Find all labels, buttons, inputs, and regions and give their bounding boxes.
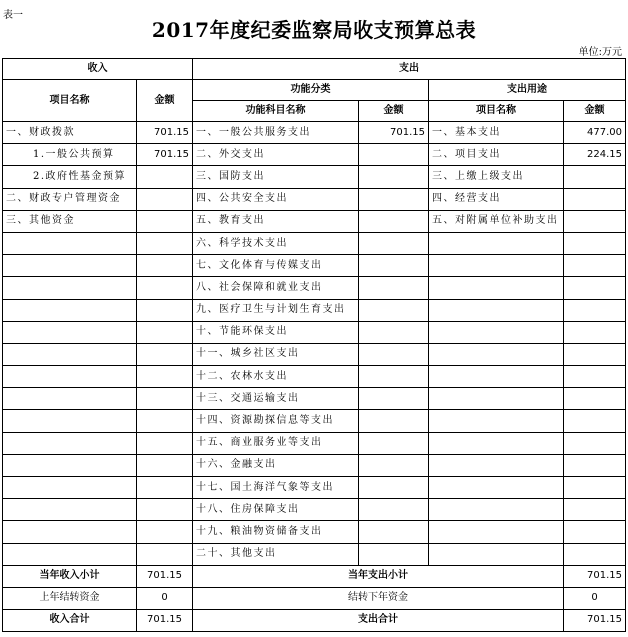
purpose-item-amount xyxy=(564,299,626,321)
income-item-name: 1.一般公共预算 xyxy=(3,144,137,166)
purpose-item-name xyxy=(429,232,564,254)
income-item-amount xyxy=(137,388,193,410)
purpose-item-amount xyxy=(564,477,626,499)
purpose-item-name xyxy=(429,477,564,499)
purpose-item-amount xyxy=(564,388,626,410)
purpose-item-amount xyxy=(564,166,626,188)
func-item-amount xyxy=(359,432,429,454)
income-item-amount xyxy=(137,521,193,543)
income-item-amount xyxy=(137,477,193,499)
income-item-name xyxy=(3,521,137,543)
income-amount-header: 金额 xyxy=(137,80,193,122)
purpose-item-name: 四、经营支出 xyxy=(429,188,564,210)
income-item-amount xyxy=(137,432,193,454)
total-row xyxy=(3,609,626,631)
purpose-item-name xyxy=(429,543,564,565)
table-row xyxy=(3,521,626,543)
purpose-item-name xyxy=(429,388,564,410)
purpose-item-amount xyxy=(564,410,626,432)
purpose-item-amount xyxy=(564,543,626,565)
income-total-label: 收入合计 xyxy=(3,609,137,631)
expense-subtotal-label: 当年支出小计 xyxy=(193,565,564,587)
func-item-name: 十五、商业服务业等支出 xyxy=(193,432,359,454)
income-item-amount xyxy=(137,499,193,521)
table-row xyxy=(3,543,626,565)
prior-balance-value: 0 xyxy=(137,587,193,609)
purpose-item-name xyxy=(429,432,564,454)
purpose-item-name xyxy=(429,343,564,365)
purpose-amount-header: 金额 xyxy=(564,101,626,122)
income-item-amount xyxy=(137,255,193,277)
purpose-item-name xyxy=(429,321,564,343)
purpose-item-amount xyxy=(564,432,626,454)
table-row xyxy=(3,232,626,254)
purpose-item-name: 五、对附属单位补助支出 xyxy=(429,210,564,232)
func-item-amount xyxy=(359,144,429,166)
table-row xyxy=(3,499,626,521)
table-row xyxy=(3,166,626,188)
func-item-amount xyxy=(359,388,429,410)
table-row xyxy=(3,388,626,410)
expense-total-value: 701.15 xyxy=(564,609,626,631)
income-item-name xyxy=(3,477,137,499)
income-item-name xyxy=(3,432,137,454)
func-item-name: 三、国防支出 xyxy=(193,166,359,188)
income-subtotal-value: 701.15 xyxy=(137,565,193,587)
income-item-name xyxy=(3,321,137,343)
func-item-amount xyxy=(359,321,429,343)
budget-table-footer xyxy=(3,565,626,631)
purpose-item-amount xyxy=(564,366,626,388)
func-item-name: 七、文化体育与传媒支出 xyxy=(193,255,359,277)
func-item-amount xyxy=(359,410,429,432)
purpose-item-name: 一、基本支出 xyxy=(429,122,564,144)
prior-balance-label: 上年结转资金 xyxy=(3,587,137,609)
income-item-name xyxy=(3,543,137,565)
purpose-item-amount xyxy=(564,521,626,543)
income-item-name xyxy=(3,343,137,365)
table-row xyxy=(3,122,626,144)
income-item-amount xyxy=(137,543,193,565)
income-item-amount xyxy=(137,321,193,343)
table-row xyxy=(3,188,626,210)
purpose-item-amount xyxy=(564,343,626,365)
purpose-item-amount: 224.15 xyxy=(564,144,626,166)
purpose-item-name: 三、上缴上级支出 xyxy=(429,166,564,188)
purpose-item-name xyxy=(429,521,564,543)
purpose-item-name xyxy=(429,499,564,521)
purpose-item-name: 二、项目支出 xyxy=(429,144,564,166)
income-total-value: 701.15 xyxy=(137,609,193,631)
income-item-name xyxy=(3,255,137,277)
income-item-name xyxy=(3,410,137,432)
func-item-name: 十二、农林水支出 xyxy=(193,366,359,388)
budget-table-body xyxy=(3,59,626,566)
income-header: 收入 xyxy=(3,59,193,80)
income-item-amount: 701.15 xyxy=(137,144,193,166)
func-item-amount xyxy=(359,454,429,476)
purpose-item-amount xyxy=(564,232,626,254)
subtotal-row xyxy=(3,565,626,587)
table-row xyxy=(3,454,626,476)
func-item-amount xyxy=(359,277,429,299)
table-row xyxy=(3,410,626,432)
func-item-amount xyxy=(359,343,429,365)
budget-table xyxy=(2,58,626,632)
table-row xyxy=(3,144,626,166)
income-item-name: 一、财政拨款 xyxy=(3,122,137,144)
purpose-item-name xyxy=(429,410,564,432)
income-item-name: 2.政府性基金预算 xyxy=(3,166,137,188)
func-item-name: 十三、交通运输支出 xyxy=(193,388,359,410)
func-item-amount xyxy=(359,210,429,232)
func-item-amount xyxy=(359,299,429,321)
income-item-name xyxy=(3,499,137,521)
income-item-amount xyxy=(137,454,193,476)
table-label: 表一 xyxy=(3,10,23,21)
income-item-name xyxy=(3,454,137,476)
purpose-item-amount xyxy=(564,210,626,232)
func-item-name: 十九、粮油物资储备支出 xyxy=(193,521,359,543)
func-item-name: 一、一般公共服务支出 xyxy=(193,122,359,144)
income-item-name xyxy=(3,366,137,388)
header-row-middle xyxy=(3,80,626,101)
income-item-name: 三、其他资金 xyxy=(3,210,137,232)
income-item-name xyxy=(3,299,137,321)
func-item-name: 十一、城乡社区支出 xyxy=(193,343,359,365)
table-row xyxy=(3,255,626,277)
income-item-name: 二、财政专户管理资金 xyxy=(3,188,137,210)
header-row-top xyxy=(3,59,626,80)
purpose-item-name xyxy=(429,299,564,321)
purpose-item-amount xyxy=(564,188,626,210)
carry-forward-label: 结转下年资金 xyxy=(193,587,564,609)
func-item-name: 十六、金融支出 xyxy=(193,454,359,476)
func-item-name: 九、医疗卫生与计划生育支出 xyxy=(193,299,359,321)
func-item-name: 五、教育支出 xyxy=(193,210,359,232)
func-item-amount xyxy=(359,499,429,521)
income-item-amount xyxy=(137,188,193,210)
func-item-name: 四、公共安全支出 xyxy=(193,188,359,210)
income-item-amount xyxy=(137,410,193,432)
income-item-amount xyxy=(137,232,193,254)
income-item-name xyxy=(3,388,137,410)
expense-total-label: 支出合计 xyxy=(193,609,564,631)
purpose-item-name xyxy=(429,277,564,299)
income-item-name-header: 项目名称 xyxy=(3,80,137,122)
income-item-amount: 701.15 xyxy=(137,122,193,144)
purpose-item-amount xyxy=(564,454,626,476)
func-item-amount xyxy=(359,366,429,388)
income-item-amount xyxy=(137,166,193,188)
purpose-item-name xyxy=(429,255,564,277)
func-item-name: 六、科学技术支出 xyxy=(193,232,359,254)
func-item-name: 十四、资源勘探信息等支出 xyxy=(193,410,359,432)
carry-forward-value: 0 xyxy=(564,587,626,609)
expense-header: 支出 xyxy=(193,59,626,80)
income-item-name xyxy=(3,277,137,299)
income-item-name xyxy=(3,232,137,254)
purpose-item-name xyxy=(429,366,564,388)
func-item-amount xyxy=(359,232,429,254)
func-item-amount xyxy=(359,166,429,188)
unit-label: 单位:万元 xyxy=(578,47,622,58)
func-item-amount: 701.15 xyxy=(359,122,429,144)
func-item-name: 二十、其他支出 xyxy=(193,543,359,565)
func-amount-header: 金额 xyxy=(359,101,429,122)
purpose-item-amount xyxy=(564,255,626,277)
purpose-item-amount xyxy=(564,321,626,343)
income-item-amount xyxy=(137,210,193,232)
purpose-header: 支出用途 xyxy=(429,80,626,101)
purpose-item-name xyxy=(429,454,564,476)
purpose-item-amount xyxy=(564,499,626,521)
func-item-name: 八、社会保障和就业支出 xyxy=(193,277,359,299)
table-row xyxy=(3,321,626,343)
table-row xyxy=(3,366,626,388)
table-row xyxy=(3,210,626,232)
page-title: 2017年度纪委监察局收支预算总表 xyxy=(151,18,477,42)
table-row xyxy=(3,299,626,321)
func-item-amount xyxy=(359,543,429,565)
functional-header: 功能分类 xyxy=(193,80,429,101)
func-item-name: 十八、住房保障支出 xyxy=(193,499,359,521)
income-item-amount xyxy=(137,299,193,321)
purpose-item-name-header: 项目名称 xyxy=(429,101,564,122)
purpose-item-amount xyxy=(564,277,626,299)
balance-row xyxy=(3,587,626,609)
table-row xyxy=(3,343,626,365)
func-item-name: 十、节能环保支出 xyxy=(193,321,359,343)
func-item-name: 二、外交支出 xyxy=(193,144,359,166)
table-row xyxy=(3,432,626,454)
func-item-amount xyxy=(359,521,429,543)
income-item-amount xyxy=(137,366,193,388)
table-row xyxy=(3,277,626,299)
func-item-amount xyxy=(359,477,429,499)
expense-subtotal-value: 701.15 xyxy=(564,565,626,587)
table-row xyxy=(3,477,626,499)
func-item-amount xyxy=(359,188,429,210)
income-subtotal-label: 当年收入小计 xyxy=(3,565,137,587)
income-item-amount xyxy=(137,277,193,299)
purpose-item-amount: 477.00 xyxy=(564,122,626,144)
func-item-name-header: 功能科目名称 xyxy=(193,101,359,122)
func-item-amount xyxy=(359,255,429,277)
func-item-name: 十七、国土海洋气象等支出 xyxy=(193,477,359,499)
income-item-amount xyxy=(137,343,193,365)
